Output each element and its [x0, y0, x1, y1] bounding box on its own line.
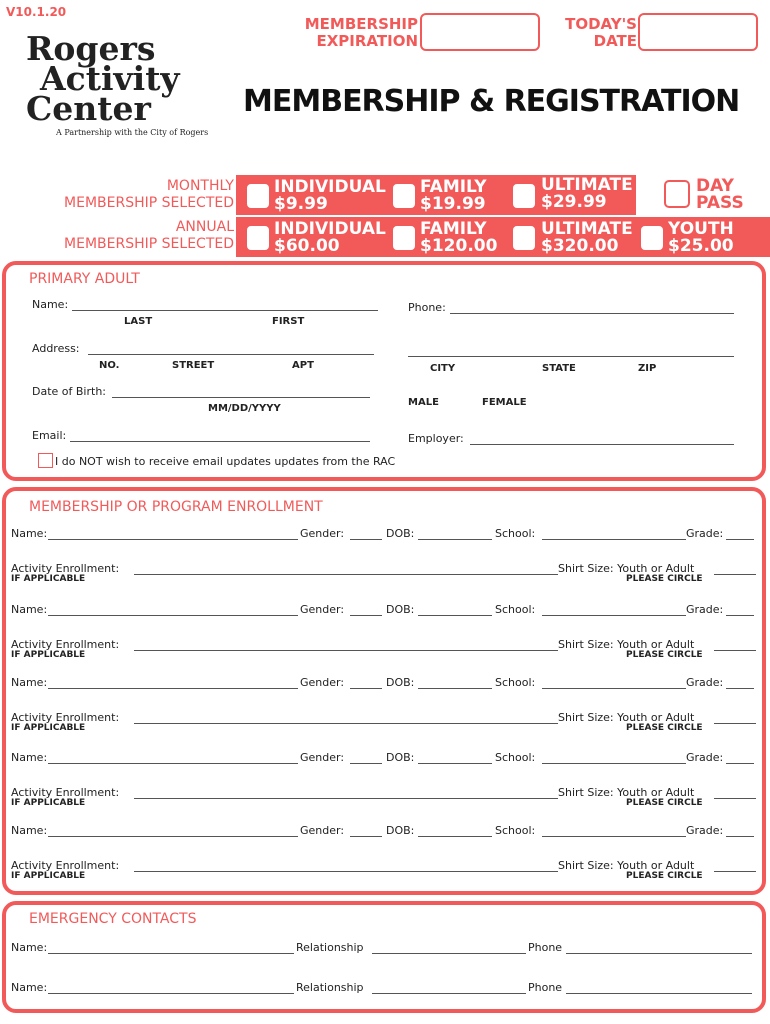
school-field[interactable] — [542, 615, 686, 616]
enrollee-name-field[interactable] — [48, 688, 298, 689]
zip-label: ZIP — [638, 363, 657, 374]
city-label: CITY — [430, 363, 456, 374]
enrollee-dob-field[interactable] — [418, 688, 492, 689]
todays-date-label: TODAY'S DATE — [565, 15, 637, 50]
shirt-size-field[interactable] — [714, 798, 756, 799]
if-applicable-label: IF APPLICABLE — [11, 650, 86, 660]
activity-enrollment-label: Activity Enrollment: — [11, 638, 120, 651]
shirt-size-field[interactable] — [714, 574, 756, 575]
employer-field[interactable] — [470, 444, 734, 445]
shirt-size-field[interactable] — [714, 723, 756, 724]
school-label: School: — [495, 527, 536, 540]
grade-field[interactable] — [726, 615, 754, 616]
school-label: School: — [495, 603, 536, 616]
logo-line-2: Activity — [40, 59, 180, 98]
email-optout-label: I do NOT wish to receive email updates updates from the RAC — [55, 455, 396, 468]
please-circle-label: PLEASE CIRCLE — [626, 798, 703, 808]
monthly-family-option: FAMILY $19.99 — [420, 177, 487, 214]
if-applicable-label: IF APPLICABLE — [11, 871, 86, 881]
emergency-contacts-panel — [2, 901, 766, 1013]
shirt-size-label: Shirt Size: Youth or Adult — [558, 786, 695, 799]
activity-enrollment-label: Activity Enrollment: — [11, 711, 120, 724]
grade-label: Grade: — [686, 751, 724, 764]
annual-plan-bar — [236, 217, 770, 257]
employer-label: Employer: — [408, 432, 464, 445]
contact-name-label: Name: — [11, 941, 48, 954]
no-label: NO. — [99, 360, 120, 371]
enrollee-dob-field[interactable] — [418, 763, 492, 764]
grade-label: Grade: — [686, 527, 724, 540]
monthly-plan-bar — [236, 175, 636, 215]
logo-line-3: Center — [26, 89, 151, 128]
enrollee-name-label: Name: — [11, 603, 48, 616]
address-street-field[interactable] — [88, 354, 374, 355]
grade-field[interactable] — [726, 763, 754, 764]
dob-label: Date of Birth: — [32, 385, 107, 398]
grade-field[interactable] — [726, 836, 754, 837]
state-label: STATE — [542, 363, 576, 374]
membership-expiration-label: MEMBERSHIP EXPIRATION — [304, 15, 418, 50]
grade-label: Grade: — [686, 603, 724, 616]
school-field[interactable] — [542, 688, 686, 689]
gender-label: Gender: — [300, 676, 345, 689]
address-city-field[interactable] — [408, 356, 734, 357]
if-applicable-label: IF APPLICABLE — [11, 723, 86, 733]
first-label: FIRST — [272, 316, 305, 327]
activity-enrollment-field[interactable] — [134, 723, 558, 724]
logo-tagline: A Partnership with the City of Rogers — [56, 128, 209, 137]
emergency-title: EMERGENCY CONTACTS — [29, 911, 197, 927]
contact-phone-label: Phone — [528, 981, 563, 994]
please-circle-label: PLEASE CIRCLE — [626, 871, 703, 881]
dob-format-label: MM/DD/YYYY — [208, 403, 281, 414]
female-option[interactable]: FEMALE — [482, 397, 527, 408]
shirt-size-field[interactable] — [714, 650, 756, 651]
gender-field[interactable] — [350, 763, 382, 764]
enrollee-dob-label: DOB: — [386, 527, 415, 540]
page-title: MEMBERSHIP & REGISTRATION — [243, 84, 740, 119]
enrollee-dob-label: DOB: — [386, 751, 415, 764]
apt-label: APT — [292, 360, 314, 371]
email-optout-checkbox[interactable] — [38, 453, 53, 468]
version-label: V10.1.20 — [6, 5, 67, 19]
monthly-membership-label: MONTHLY MEMBERSHIP SELECTED — [64, 178, 234, 211]
if-applicable-label: IF APPLICABLE — [11, 798, 86, 808]
contact-name-label: Name: — [11, 981, 48, 994]
contact-name-field[interactable] — [48, 993, 294, 994]
monthly-family-checkbox[interactable] — [392, 183, 416, 209]
school-label: School: — [495, 824, 536, 837]
school-label: School: — [495, 676, 536, 689]
annual-ultimate-option: ULTIMATE $320.00 — [541, 219, 633, 256]
youth-option: YOUTH $25.00 — [668, 219, 734, 256]
last-label: LAST — [124, 316, 153, 327]
activity-enrollment-field[interactable] — [134, 650, 558, 651]
grade-label: Grade: — [686, 824, 724, 837]
gender-label: Gender: — [300, 751, 345, 764]
enrollee-dob-field[interactable] — [418, 539, 492, 540]
school-field[interactable] — [542, 836, 686, 837]
gender-label: Gender: — [300, 603, 345, 616]
address-label: Address: — [32, 342, 80, 355]
enrollment-title: MEMBERSHIP OR PROGRAM ENROLLMENT — [29, 499, 323, 515]
school-label: School: — [495, 751, 536, 764]
email-field[interactable] — [70, 441, 370, 442]
please-circle-label: PLEASE CIRCLE — [626, 574, 703, 584]
annual-family-option: FAMILY $120.00 — [420, 219, 498, 256]
day-pass-option: DAY PASS — [696, 176, 744, 213]
rac-logo — [26, 29, 216, 137]
contact-name-field[interactable] — [48, 953, 294, 954]
gender-field[interactable] — [350, 836, 382, 837]
annual-membership-label: ANNUAL MEMBERSHIP SELECTED — [64, 219, 234, 252]
primary-adult-panel — [2, 261, 766, 481]
street-label: STREET — [172, 360, 215, 371]
monthly-individual-checkbox[interactable] — [246, 183, 270, 209]
phone-label: Phone: — [408, 301, 446, 314]
enrollee-name-label: Name: — [11, 527, 48, 540]
email-label: Email: — [32, 429, 67, 442]
dob-field[interactable] — [112, 397, 370, 398]
gender-field[interactable] — [350, 688, 382, 689]
grade-field[interactable] — [726, 539, 754, 540]
day-pass-checkbox[interactable] — [664, 180, 690, 208]
shirt-size-field[interactable] — [714, 871, 756, 872]
enrollee-name-label: Name: — [11, 676, 48, 689]
enrollee-name-label: Name: — [11, 751, 48, 764]
gender-field[interactable] — [350, 539, 382, 540]
activity-enrollment-label: Activity Enrollment: — [11, 859, 120, 872]
adult-name-field[interactable] — [72, 310, 378, 311]
enrollee-name-label: Name: — [11, 824, 48, 837]
school-field[interactable] — [542, 539, 686, 540]
activity-enrollment-label: Activity Enrollment: — [11, 786, 120, 799]
enrollee-dob-label: DOB: — [386, 676, 415, 689]
contact-phone-field[interactable] — [566, 953, 752, 954]
contact-phone-label: Phone — [528, 941, 563, 954]
if-applicable-label: IF APPLICABLE — [11, 574, 86, 584]
relationship-label: Relationship — [296, 981, 364, 994]
youth-checkbox[interactable] — [640, 225, 664, 251]
enrollee-dob-field[interactable] — [418, 836, 492, 837]
gender-field[interactable] — [350, 615, 382, 616]
enrollee-dob-label: DOB: — [386, 824, 415, 837]
adult-phone-field[interactable] — [450, 313, 734, 314]
enrollee-name-field[interactable] — [48, 539, 298, 540]
grade-field[interactable] — [726, 688, 754, 689]
enrollee-name-field[interactable] — [48, 615, 298, 616]
enrollment-panel — [2, 487, 766, 895]
activity-enrollment-field[interactable] — [134, 871, 558, 872]
logo-line-1: Rogers — [26, 29, 156, 68]
shirt-size-label: Shirt Size: Youth or Adult — [558, 562, 695, 575]
enrollee-dob-field[interactable] — [418, 615, 492, 616]
gender-label: Gender: — [300, 527, 345, 540]
enrollee-name-field[interactable] — [48, 763, 298, 764]
activity-enrollment-label: Activity Enrollment: — [11, 562, 120, 575]
relationship-field[interactable] — [372, 993, 526, 994]
shirt-size-label: Shirt Size: Youth or Adult — [558, 638, 695, 651]
todays-date-field[interactable] — [638, 13, 758, 51]
monthly-ultimate-option: ULTIMATE $29.99 — [541, 175, 633, 212]
monthly-ultimate-checkbox[interactable] — [512, 183, 536, 209]
activity-enrollment-field[interactable] — [134, 574, 558, 575]
primary-adult-title: PRIMARY ADULT — [29, 271, 140, 287]
annual-individual-option: INDIVIDUAL $60.00 — [274, 219, 386, 256]
gender-label: Gender: — [300, 824, 345, 837]
shirt-size-label: Shirt Size: Youth or Adult — [558, 859, 695, 872]
annual-family-checkbox[interactable] — [392, 225, 416, 251]
grade-label: Grade: — [686, 676, 724, 689]
name-label: Name: — [32, 298, 69, 311]
school-field[interactable] — [542, 763, 686, 764]
activity-enrollment-field[interactable] — [134, 798, 558, 799]
male-option[interactable]: MALE — [408, 397, 439, 408]
membership-expiration-field[interactable] — [420, 13, 540, 51]
monthly-individual-option: INDIVIDUAL $9.99 — [274, 177, 386, 214]
enrollee-dob-label: DOB: — [386, 603, 415, 616]
shirt-size-label: Shirt Size: Youth or Adult — [558, 711, 695, 724]
please-circle-label: PLEASE CIRCLE — [626, 723, 703, 733]
annual-ultimate-checkbox[interactable] — [512, 225, 536, 251]
contact-phone-field[interactable] — [566, 993, 752, 994]
enrollee-name-field[interactable] — [48, 836, 298, 837]
please-circle-label: PLEASE CIRCLE — [626, 650, 703, 660]
annual-individual-checkbox[interactable] — [246, 225, 270, 251]
relationship-label: Relationship — [296, 941, 364, 954]
relationship-field[interactable] — [372, 953, 526, 954]
